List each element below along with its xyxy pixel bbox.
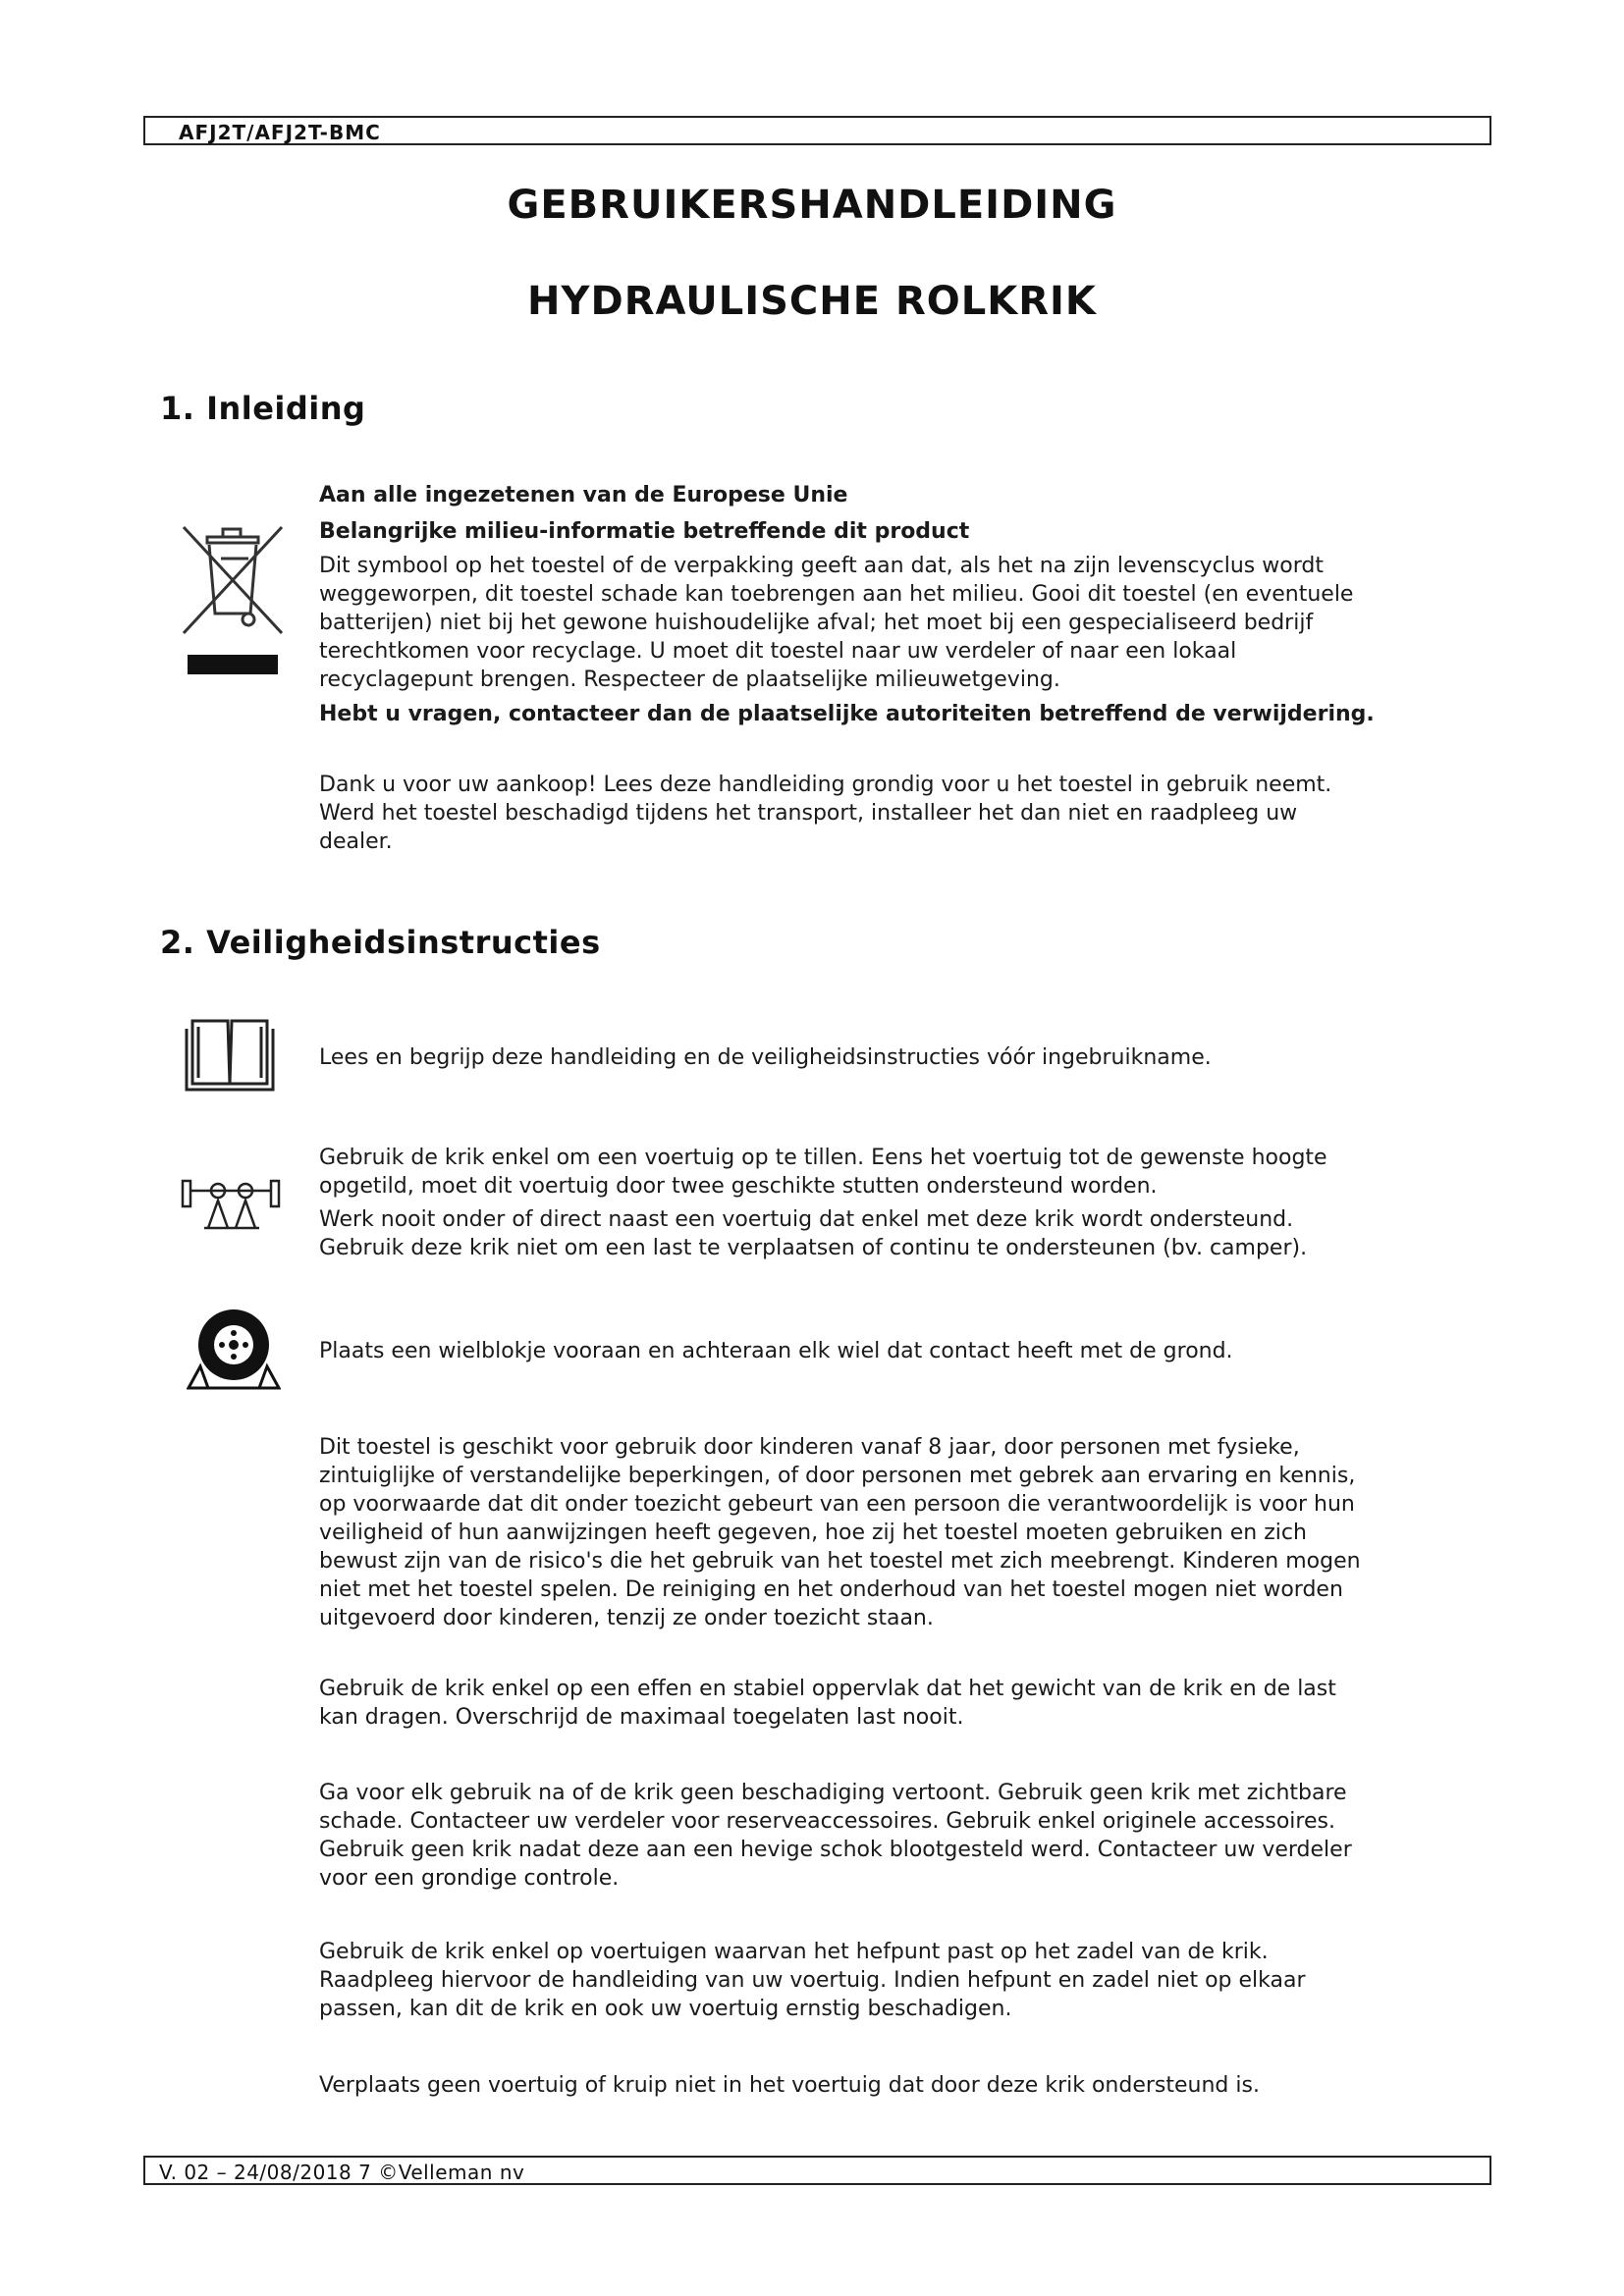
eu-subheading: Belangrijke milieu-informatie betreffende dit product (319, 519, 970, 544)
text-line: bewust zijn van de risico's die het gebruik van het toestel met zich meebrengt. Kinderen mogen (319, 1549, 1361, 1574)
footer-box (143, 2156, 1491, 2185)
eu-heading: Aan alle ingezetenen van de Europese Unie (319, 483, 848, 507)
text-line: batterijen) niet bij het gewone huishoudelijke afval; het moet bij een gespecialiseerd bedrijf (319, 611, 1314, 635)
text-line: weggeworpen, dit toestel schade kan toebrengen aan het milieu. Gooi dit toestel (en eventuele (319, 582, 1354, 607)
text-line: Gebruik deze krik niet om een last te verplaatsen of continu te ondersteunen (bv. camper). (319, 1236, 1308, 1260)
intro-block (319, 481, 1488, 728)
text-line: zintuiglijke of verstandelijke beperkingen, of door personen met gebrek aan ervaring en kennis, (319, 1464, 1356, 1488)
weee-bin-icon (180, 523, 286, 680)
liftpoint-paragraph (319, 1938, 1488, 2023)
text-line: Gebruik de krik enkel op voertuigen waarvan het hefpunt past op het zadel van de krik. (319, 1940, 1269, 1964)
text-line: Gebruik de krik enkel om een voertuig op te tillen. Eens het voertuig tot de gewenste hoogte (319, 1146, 1327, 1170)
thanks-paragraph (319, 771, 1488, 856)
section-2-heading: 2. Veiligheidsinstructies (160, 924, 601, 961)
eu-paragraph (319, 552, 1488, 694)
text-line: Lees en begrijp deze handleiding en de veiligheidsinstructies vóór ingebruikname. (319, 1045, 1212, 1070)
text-line: niet met het toestel spelen. De reiniging en het onderhoud van het toestel mogen niet worden (319, 1577, 1343, 1602)
text-line: recyclagepunt brengen. Respecteer de plaatselijke milieuwetgeving. (319, 667, 1060, 692)
lift-paragraph (319, 1144, 1488, 1262)
text-line: Ga voor elk gebruik na of de krik geen beschadiging vertoont. Gebruik geen krik met zichtbare (319, 1781, 1347, 1805)
children-paragraph (319, 1433, 1488, 1632)
document-title: GEBRUIKERSHANDLEIDING (507, 183, 1117, 228)
text-line: opgetild, moet dit voertuig door twee geschikte stutten ondersteund worden. (319, 1174, 1158, 1199)
text-line: Werd het toestel beschadigd tijdens het transport, installeer het dan niet en raadpleeg uw (319, 801, 1298, 826)
text-line: Raadpleeg hiervoor de handleiding van uw voertuig. Indien hefpunt en zadel niet op elkaar (319, 1968, 1306, 1993)
text-line: Dit symbool op het toestel of de verpakking geeft aan dat, als het na zijn levenscyclus wordt (319, 554, 1324, 578)
text-line: schade. Contacteer uw verdeler voor reserveaccessoires. Gebruik enkel originele accessoires. (319, 1809, 1335, 1834)
text-line: Plaats een wielblokje vooraan en achteraan elk wiel dat contact heeft met de grond. (319, 1339, 1233, 1363)
text-line: Dit toestel is geschikt voor gebruik door kinderen vanaf 8 jaar, door personen met fysieke, (319, 1435, 1300, 1460)
wheel-chock-icon (187, 1306, 281, 1390)
model-number: AFJ2T/AFJ2T-BMC (179, 121, 381, 144)
axle-stands-icon (179, 1171, 283, 1232)
text-line: voor een grondige controle. (319, 1866, 620, 1891)
read-manual-text (319, 1043, 1488, 1072)
footer-text: V. 02 – 24/08/2018 7 ©Velleman nv (159, 2161, 525, 2184)
text-line: dealer. (319, 829, 393, 854)
text-line: Dank u voor uw aankoop! Lees deze handleiding grondig voor u het toestel in gebruik neemt. (319, 773, 1332, 797)
text-line: Gebruik geen krik nadat deze aan een hevige schok blootgesteld werd. Contacteer uw verdeler (319, 1838, 1352, 1862)
text-line: op voorwaarde dat dit onder toezicht gebeurt van een persoon die verantwoordelijk is voor hun (319, 1492, 1355, 1517)
no-move-text (319, 2071, 1488, 2100)
text-line: kan dragen. Overschrijd de maximaal toegelaten last nooit. (319, 1705, 964, 1730)
header-box (143, 116, 1491, 145)
text-line: terechtkomen voor recyclage. U moet dit toestel naar uw verdeler of naar een lokaal (319, 639, 1237, 664)
text-line: passen, kan dit de krik en ook uw voertuig ernstig beschadigen. (319, 1997, 1012, 2021)
text-line: Werk nooit onder of direct naast een voertuig dat enkel met deze krik wordt ondersteund. (319, 1207, 1294, 1232)
eu-question: Hebt u vragen, contacteer dan de plaatselijke autoriteiten betreffend de verwijdering. (319, 702, 1375, 726)
text-line: veiligheid of hun aanwijzingen heeft gegeven, hoe zij het toestel moeten gebruiken en zich (319, 1521, 1307, 1545)
text-line: uitgevoerd door kinderen, tenzij ze onder toezicht staan. (319, 1606, 934, 1630)
section-1-heading: 1. Inleiding (160, 390, 366, 427)
damage-paragraph (319, 1779, 1488, 1893)
manual-book-icon (183, 1013, 277, 1094)
text-line: Gebruik de krik enkel op een effen en stabiel oppervlak dat het gewicht van de krik en de last (319, 1677, 1336, 1701)
surface-paragraph (319, 1675, 1488, 1732)
text-line: Verplaats geen voertuig of kruip niet in het voertuig dat door deze krik ondersteund is. (319, 2073, 1260, 2098)
wheel-chock-text (319, 1337, 1488, 1365)
document-subtitle: HYDRAULISCHE ROLKRIK (527, 279, 1097, 324)
